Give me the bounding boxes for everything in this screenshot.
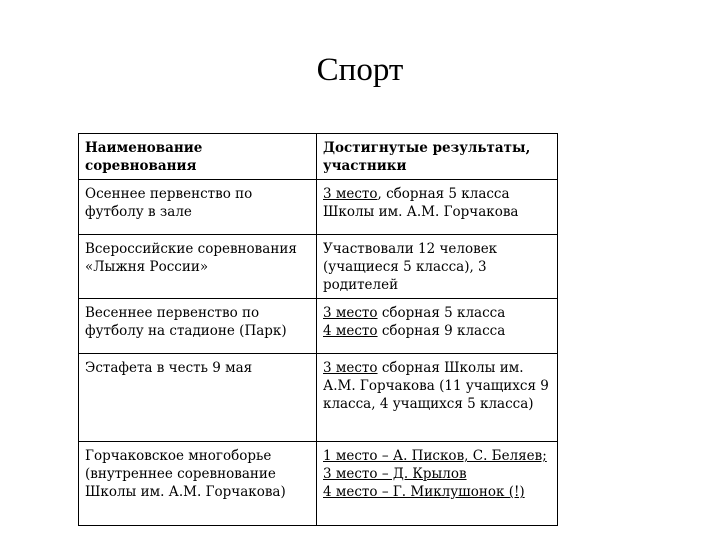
result-line: 4 место – Г. Миклушонок (!) <box>323 484 525 500</box>
result-cell <box>317 180 558 235</box>
result-cell <box>317 442 558 526</box>
result-place: 3 место <box>323 186 378 202</box>
result-place: 3 место <box>323 305 378 321</box>
result-cell <box>317 299 558 354</box>
table-row <box>79 235 558 299</box>
table-row <box>79 180 558 235</box>
results-table <box>78 133 558 526</box>
result-place: 4 место <box>323 323 378 339</box>
result-text: , сборная 5 класса Школы им. А.М. Горчакова <box>323 186 519 220</box>
result-text: сборная 9 класса <box>377 323 506 339</box>
table-header-row <box>79 134 558 180</box>
table-row <box>79 442 558 526</box>
header-competition: Наименование соревнования <box>79 134 317 180</box>
result-text: сборная 5 класса <box>377 305 506 321</box>
result-line <box>323 322 551 340</box>
result-line <box>323 304 551 322</box>
table-row <box>79 299 558 354</box>
result-line: 1 место – А. Писков, С. Беляев; <box>323 448 547 464</box>
result-line: 3 место – Д. Крылов <box>323 466 467 482</box>
competition-cell: Весеннее первенство по футболу на стадионе (Парк) <box>79 299 317 354</box>
header-results: Достигнутые результаты, участники <box>317 134 558 180</box>
slide-title: Спорт <box>316 52 404 88</box>
result-cell <box>317 354 558 442</box>
competition-cell: Всероссийские соревнования «Лыжня России» <box>79 235 317 299</box>
result-text: сборная Школы им. А.М. Горчакова (11 учащихся 9 класса, 4 учащихся 5 класса) <box>323 360 549 412</box>
competition-cell: Осеннее первенство по футболу в зале <box>79 180 317 235</box>
competition-cell: Горчаковское многоборье (внутреннее соревнование Школы им. А.М. Горчакова) <box>79 442 317 526</box>
competition-cell: Эстафета в честь 9 мая <box>79 354 317 442</box>
result-place: 3 место <box>323 360 378 376</box>
table-row <box>79 354 558 442</box>
result-cell: Участвовали 12 человек (учащиеся 5 класса), 3 родителей <box>317 235 558 299</box>
